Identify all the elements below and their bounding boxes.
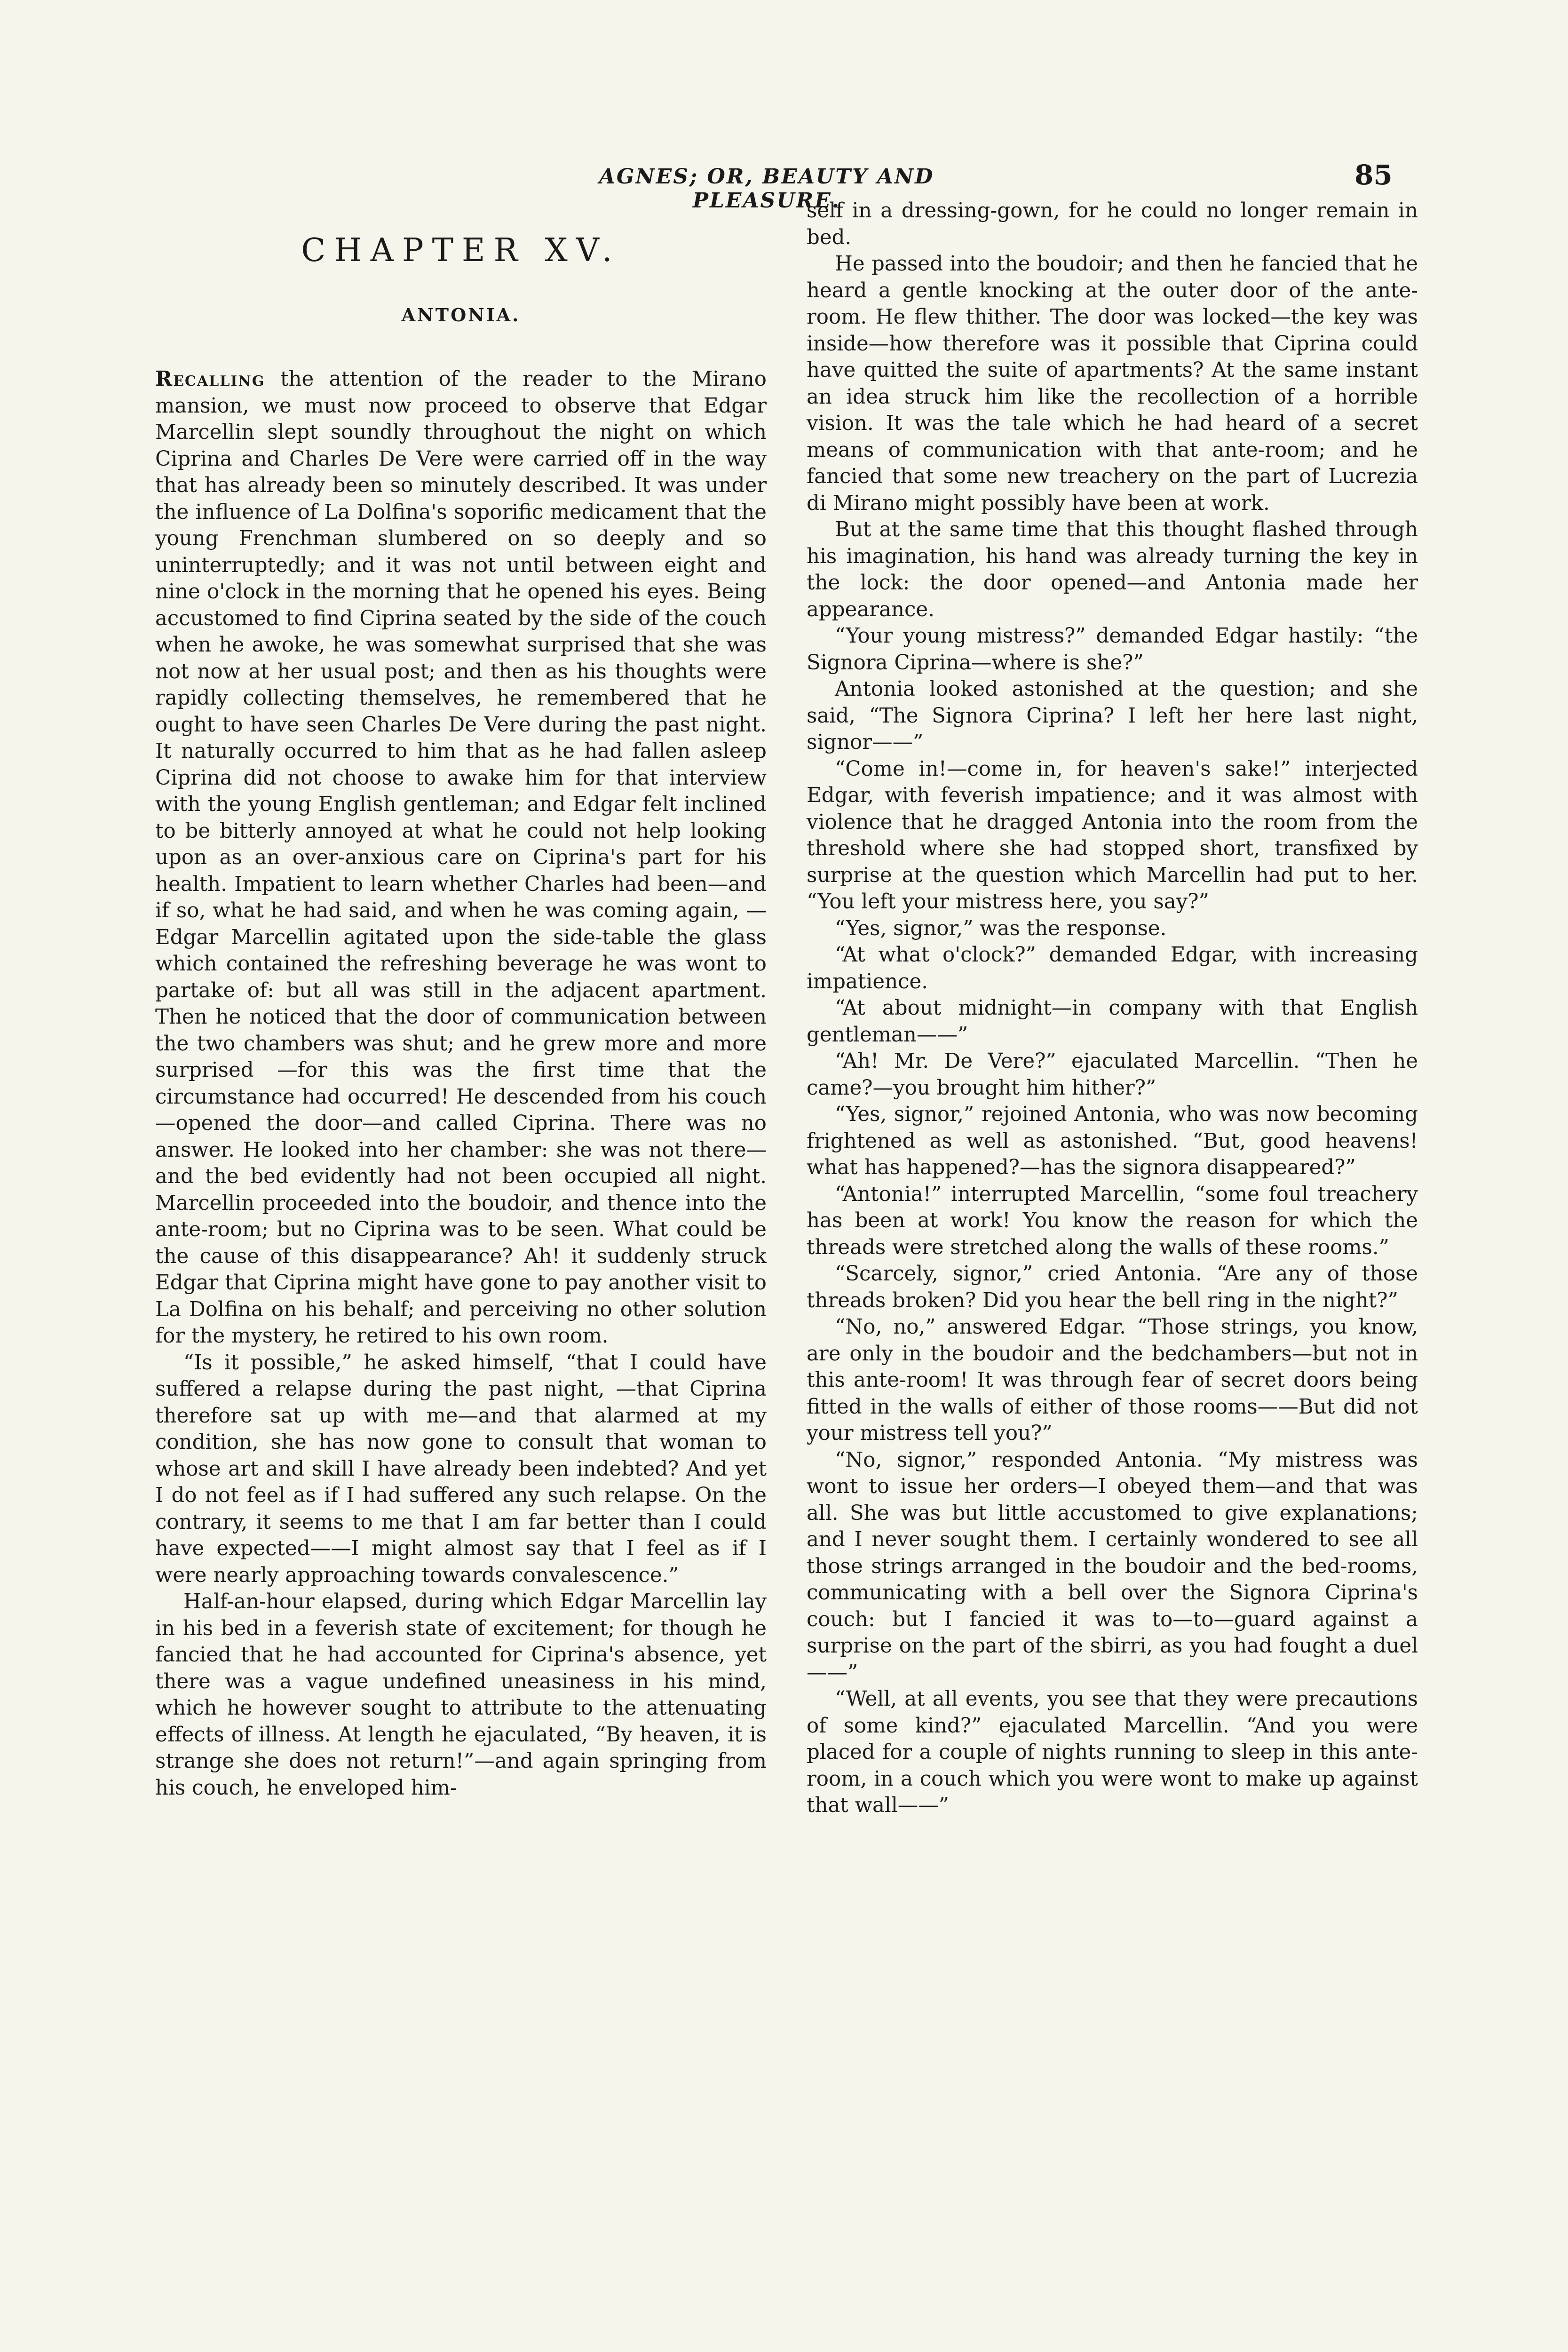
paragraph: He passed into the boudoir; and then he fancied that he heard a gentle knocking at the outer door of the ante-room. He flew thither. The door was locked—the key was inside—how therefore was it possible that Ciprina could have quitted the suite of apartments? At the same instant an idea struck him like the recollection of a horrible vision. It was the tale which he had heard of a secret means of communication with that ante-room; and he fancied that some new treachery on the part of Lucrezia di Mirano might possibly have been at work. bbox=[807, 252, 1418, 515]
paragraph: “No, signor,” responded Antonia. “My mistress was wont to issue her orders—I obeyed them—and that was all. She was but little accustomed to give explanations; and I never sought them. I certainly wondered to see all those strings arranged in the boudoir and the bed-rooms, communicating with a bell over the Signora Ciprina's couch: but I fancied it was to—to—guard against a surprise on the part of the sbirri, as you had fought a duel——” bbox=[807, 1448, 1418, 1685]
paragraph: “Is it possible,” he asked himself, “that I could have suffered a relapse during the past night, —that Ciprina therefore sat up with me—and that alarmed at my condition, she has now gone to consult that woman to whose art and skill I have already been indebted? And yet I do not feel as if I had suffered any such relapse. On the contrary, it seems to me that I am far better than I could have expected——I might almost say that I feel as if I were nearly approaching towards convalescence.” bbox=[155, 1351, 767, 1587]
paragraph: “At about midnight—in company with that English gentleman——” bbox=[807, 996, 1418, 1047]
paragraph: “Come in!—come in, for heaven's sake!” interjected Edgar, with feverish impatience; and it was almost with violence that he dragged Antonia into the room from the threshold where she had stopped short, transfixed by surprise at the question which Marcellin had put to her. “You left your mistress here, you say?” bbox=[807, 757, 1418, 914]
chapter-title: CHAPTER XV. bbox=[301, 232, 621, 269]
paragraph: “No, no,” answered Edgar. “Those strings, you know, are only in the boudoir and the bedchambers—but not in this ante-room! It was through fear of secret doors being fitted in the walls of either of those rooms——But did not your mistress tell you?” bbox=[807, 1315, 1418, 1445]
paragraph: self in a dressing-gown, for he could no longer remain in bed. bbox=[807, 199, 1418, 249]
right-column bbox=[807, 198, 1418, 1819]
paragraph: “Scarcely, signor,” cried Antonia. “Are any of those threads broken? Did you hear the bell ring in the night?” bbox=[807, 1262, 1418, 1312]
paragraph: Antonia looked astonished at the question; and she said, “The Signora Ciprina? I left her here last night, signor——” bbox=[807, 677, 1418, 754]
paragraph bbox=[155, 366, 767, 1350]
left-column bbox=[155, 198, 767, 1801]
paragraph: “Your young mistress?” demanded Edgar hastily: “the Signora Ciprina—where is she?” bbox=[807, 624, 1418, 675]
page-number: 85 bbox=[1354, 159, 1393, 191]
paragraph: “Yes, signor,” rejoined Antonia, who was now becoming frightened as well as astonished. “But, good heavens! what has happened?—has the signora disappeared?” bbox=[807, 1103, 1418, 1179]
paragraph-text: the attention of the reader to the Mirano mansion, we must now proceed to observe that Edgar Marcellin slept soundly throughout the night on which Ciprina and Charles De Vere were carried off in the way that has already been so minutely described. It was under the influence of La Dolfina's soporific medicament that the young Frenchman slumbered on so deeply and so uninterruptedly; and it was not until between eight and nine o'clock in the morning that he opened his eyes. Being accustomed to find Ciprina seated by the side of the couch when he awoke, he was somewhat surprised that she was not now at her usual post; and then as his thoughts were rapidly collecting themselves, he remembered that he ought to have seen Charles De Vere during the past night. It naturally occurred to him that as he had fallen asleep Ciprina did not choose to awake him for that interview with the young English gentleman; and Edgar felt inclined to be bitterly annoyed at what he could not help looking upon as an over-anxious care on Ciprina's part for his health. Impatient to learn whether Charles had been—and if so, what he had said, and when he was coming again, —Edgar Marcellin agitated upon the side-table the glass which contained the refreshing beverage he was wont to partake of: but all was still in the adjacent apartment. Then he noticed that the door of communication between the two chambers was shut; and he grew more and more surprised —for this was the first time that the circumstance had occurred! He descended from his couch—opened the door—and called Ciprina. There was no answer. He looked into her chamber: she was not there—and the bed evidently had not been occupied all night. Marcellin proceeded into the boudoir, and thence into the ante-room; but no Ciprina was to be seen. What could be the cause of this disappearance? Ah! it suddenly struck Edgar that Ciprina might have gone to pay another visit to La Dolfina on his behalf; and perceiving no other solution for the mystery, he retired to his own room. bbox=[155, 367, 767, 1348]
paragraph: “Antonia!” interrupted Marcellin, “some foul treachery has been at work! You know the reason for which the threads were stretched along the walls of these rooms.” bbox=[807, 1182, 1418, 1259]
paragraph: Half-an-hour elapsed, during which Edgar Marcellin lay in his bed in a feverish state of excitement; for though he fancied that he had accounted for Ciprina's absence, yet there was a vague undefined uneasiness in his mind, which he however sought to attribute to the attenuating effects of illness. At length he ejaculated, “By heaven, it is strange she does not return!”—and again springing from his couch, he enveloped him- bbox=[155, 1590, 767, 1800]
paragraph: “Ah! Mr. De Vere?” ejaculated Marcellin. “Then he came?—you brought him hither?” bbox=[807, 1049, 1418, 1100]
paragraph: “At what o'clock?” demanded Edgar, with increasing impatience. bbox=[807, 943, 1418, 993]
paragraph: But at the same time that this thought flashed through his imagination, his hand was already turning the key in the lock: the door opened—and Antonia made her appearance. bbox=[807, 518, 1418, 621]
chapter-subtitle: ANTONIA. bbox=[401, 304, 521, 326]
running-title: AGNES; OR, BEAUTY AND PLEASURE. bbox=[599, 165, 934, 213]
paragraph: “Well, at all events, you see that they were precautions of some kind?” ejaculated Marcellin. “And you were placed for a couple of nights running to sleep in this ante-room, in a couch which you were wont to make up against that wall——” bbox=[807, 1687, 1418, 1817]
opening-word: Recalling bbox=[155, 367, 265, 391]
paragraph: “Yes, signor,” was the response. bbox=[835, 916, 1167, 940]
